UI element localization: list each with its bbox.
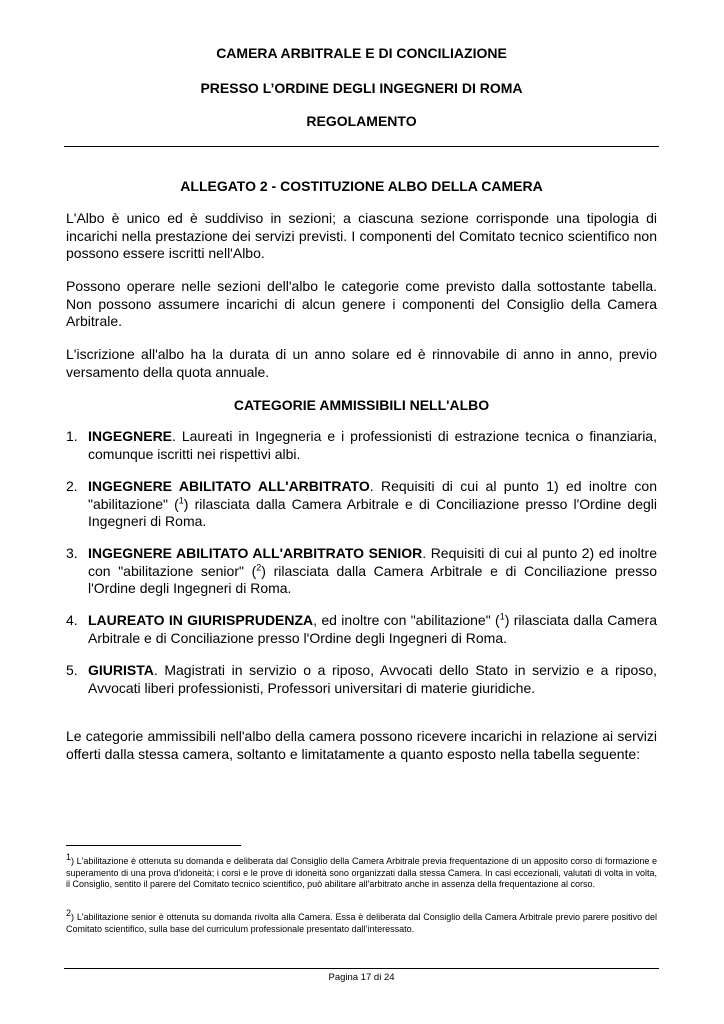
category-name: INGEGNERE ABILITATO ALL'ARBITRATO SENIOR bbox=[88, 545, 423, 561]
category-item bbox=[66, 662, 657, 697]
category-text: , ed inoltre con "abilitazione" ( bbox=[313, 612, 500, 628]
footnote-ref: 1 bbox=[178, 494, 184, 505]
header-line-3: REGOLAMENTO bbox=[306, 113, 417, 129]
paragraph-1: L'Albo è unico ed è suddiviso in sezioni; a ciascuna sezione corrisponde una tipologia di incarichi nella prestazione dei servizi previsti. I componenti del Comitato tecnico scientifico non possono essere iscritti nell'Albo. bbox=[66, 210, 657, 261]
categories-title: CATEGORIE AMMISSIBILI NELL'ALBO bbox=[233, 397, 490, 413]
category-text: . Requisiti di cui al punto 1) ed inoltre con "abilitazione" ( bbox=[88, 478, 657, 512]
category-text: . Laureati in Ingegneria e i professionisti di estrazione tecnica o finanziaria, comunque iscritti nei rispettivi albi. bbox=[88, 428, 657, 462]
category-name: INGEGNERE bbox=[88, 428, 173, 444]
footnote-1 bbox=[66, 852, 657, 891]
category-name: LAUREATO IN GIURISPRUDENZA bbox=[88, 612, 314, 628]
category-text: . Requisiti di cui al punto 2) ed inoltre con "abilitazione senior" ( bbox=[88, 545, 657, 579]
category-item bbox=[66, 612, 657, 647]
header-line-1: CAMERA ARBITRALE E DI CONCILIAZIONE bbox=[216, 45, 507, 61]
category-text-cont: ) rilasciata dalla Camera Arbitrale e di Conciliazione presso l'Ordine degli Ingegneri di Roma. bbox=[88, 495, 657, 529]
footnote-ref: 1 bbox=[499, 611, 505, 622]
category-number: 1. bbox=[66, 428, 78, 444]
footnote-mark: 2 bbox=[66, 908, 72, 918]
category-text: . Magistrati in servizio o a riposo, Avvocati dello Stato in servizio e a riposo, Avvocati liberi professionisti, Professori universitari di materie giuridiche. bbox=[88, 662, 657, 696]
category-number: 5. bbox=[66, 662, 78, 678]
footnote-divider bbox=[66, 845, 241, 846]
paragraph-2: Possono operare nelle sezioni dell'albo le categorie come previsto dalla sottostante tabella. Non possono assumere incarichi di alcun genere i componenti del Consiglio della Camera Arbitrale. bbox=[66, 278, 657, 329]
category-number: 4. bbox=[66, 612, 78, 628]
section-title: ALLEGATO 2 - COSTITUZIONE ALBO DELLA CAMERA bbox=[180, 178, 543, 194]
header-line-2: PRESSO L’ORDINE DEGLI INGEGNERI DI ROMA bbox=[200, 80, 523, 96]
closing-paragraph: Le categorie ammissibili nell'albo della camera possono ricevere incarichi in relazione ai servizi offerti dalla stessa camera, soltanto e limitatamente a quanto esposto nella tabella seguente: bbox=[66, 728, 657, 762]
footnote-mark: 1 bbox=[66, 852, 72, 862]
footnote-text: ) L'abilitazione è ottenuta su domanda e deliberata dal Consiglio della Camera Arbitrale previa frequentazione di un apposito corso di formazione e superamento di una prova d'idoneità; i corsi e le prove di idoneità sono organizzati dalla stessa Camera. In casi eccezionali, valutati di volta in volta, il Consiglio, sentito il parere del Comitato tecnico scientifico, può abilitare all'arbitrato anche in assenza della frequentazione al corso. bbox=[66, 856, 657, 889]
category-name: INGEGNERE ABILITATO ALL'ARBITRATO bbox=[88, 478, 370, 494]
footnote-text: ) L'abilitazione senior è ottenuta su domanda rivolta alla Camera. Essa è deliberata dal Consiglio della Camera Arbitrale previo parere positivo del Comitato scientifico, sulla base del curriculum professionale presentato dall’interessato. bbox=[66, 912, 657, 934]
paragraph-3: L'iscrizione all'albo ha la durata di un anno solare ed è rinnovabile di anno in anno, previo versamento della quota annuale. bbox=[66, 346, 657, 380]
category-number: 3. bbox=[66, 545, 78, 561]
category-item bbox=[66, 478, 657, 531]
category-text-cont: ) rilasciata dalla Camera Arbitrale e di Conciliazione presso l'Ordine degli Ingegneri di Roma. bbox=[88, 562, 657, 596]
footnote-ref: 2 bbox=[256, 561, 262, 572]
page-number: Pagina 17 di 24 bbox=[328, 972, 395, 983]
footer-divider bbox=[64, 968, 659, 969]
header-divider bbox=[64, 146, 659, 147]
category-number: 2. bbox=[66, 478, 78, 494]
category-text-cont: ) rilasciata dalla Camera Arbitrale e di Conciliazione presso l'Ordine degli Ingegneri di Roma. bbox=[88, 612, 657, 646]
category-item bbox=[66, 545, 657, 598]
footnote-2 bbox=[66, 908, 657, 935]
category-item bbox=[66, 428, 657, 463]
category-name: GIURISTA bbox=[88, 662, 154, 678]
